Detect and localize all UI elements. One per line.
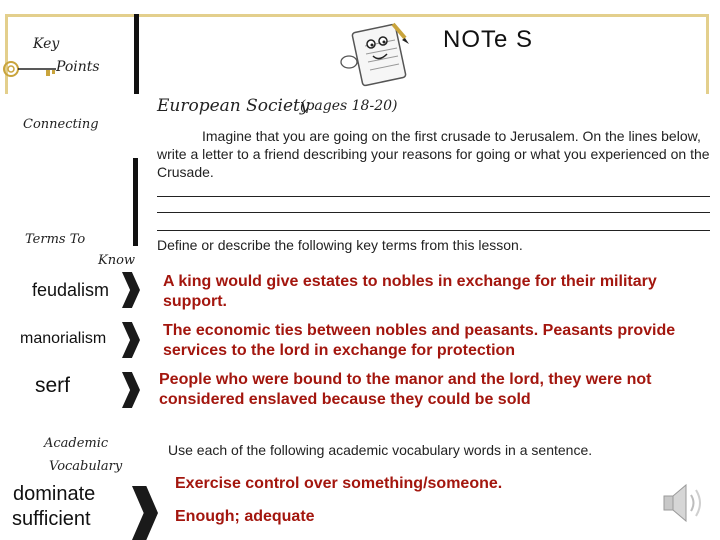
term-arrow [122,372,140,408]
sidebar-academic: Academic [44,436,109,451]
term-arrow [122,272,140,308]
section-pages: (pages 18-20) [300,98,398,114]
vocab-definition-dominate: Exercise control over something/someone. [175,475,503,492]
speaker-icon[interactable] [660,480,710,526]
key-icon [2,58,58,80]
divider-segment [133,158,138,186]
divider-segment [133,186,138,246]
notepad-character-icon [335,18,415,88]
term-manorialism: manorialism [20,330,107,347]
term-arrow [122,322,140,358]
sidebar-know: Know [98,253,136,268]
vocab-word-dominate: dominate [13,483,96,505]
key-label: Key [33,36,60,52]
header-frame-right [706,14,709,94]
sidebar-connecting: Connecting [23,117,99,132]
connecting-prompt: Imagine that you are going on the first crusade to Jerusalem. On the lines below, write a letter to a friend describing your reasons for going or what you experienced on the Crusade. [157,128,710,180]
vocab-arrow [132,486,158,540]
header-frame-left [5,14,8,94]
sidebar-vocabulary: Vocabulary [49,459,123,474]
section-title: European Society [157,96,310,116]
vocab-definition-sufficient: Enough; adequate [175,508,315,525]
definition-serf: People who were bound to the manor and the lord, they were not considered enslaved because they could be sold [159,371,652,408]
term-serf: serf [35,374,71,397]
terms-instruction: Define or describe the following key terms from this lesson. [157,237,523,253]
sidebar-terms-to: Terms To [25,232,86,247]
writing-line [157,196,710,197]
definition-manorialism: The economic ties between nobles and peasants. Peasants provide services to the lord in exchange for protection [163,322,676,359]
vocab-instruction: Use each of the following academic vocabulary words in a sentence. [168,442,593,458]
points-label: Points [56,59,100,75]
header-frame-top [5,14,709,17]
writing-line [157,230,710,231]
header-divider [134,14,139,94]
vocab-word-sufficient: sufficient [12,508,91,530]
definition-feudalism: A king would give estates to nobles in exchange for their military support. [163,273,657,310]
writing-line [157,212,710,213]
notes-title: NOTe S [443,26,534,53]
term-feudalism: feudalism [32,280,110,300]
